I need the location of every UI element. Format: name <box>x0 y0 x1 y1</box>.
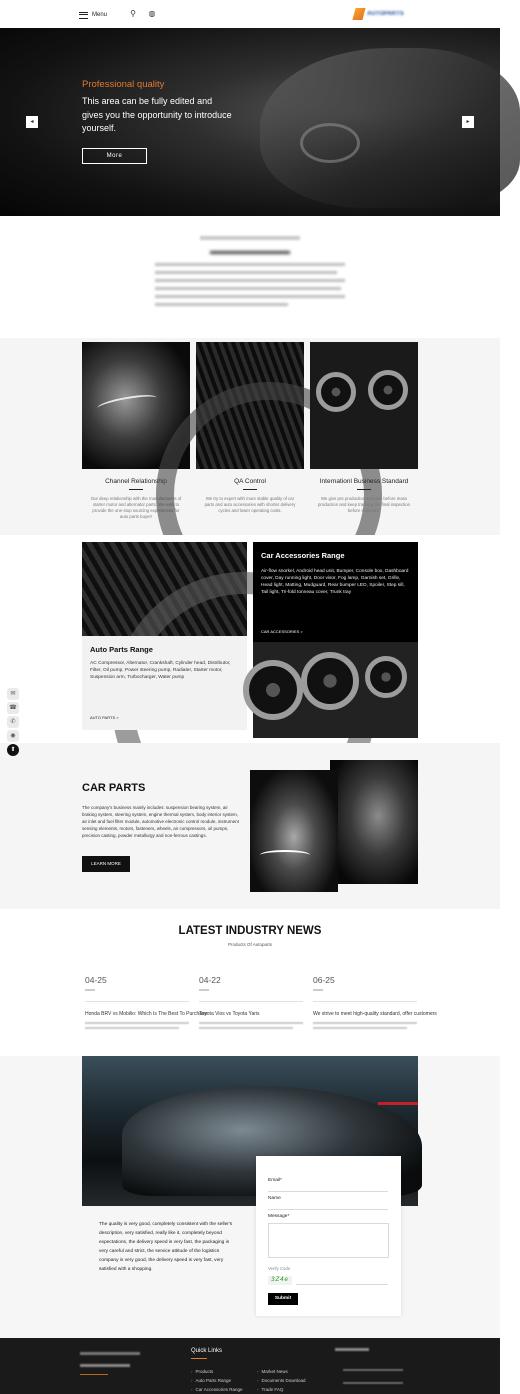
name-label: Name <box>268 1196 281 1201</box>
footer-link[interactable]: › Documents Download <box>257 1378 306 1383</box>
search-icon[interactable]: ⚲ <box>130 9 136 18</box>
news-year-blurred <box>313 989 323 991</box>
skype-icon[interactable]: ✆ <box>7 716 19 728</box>
quick-links-underline <box>191 1358 207 1359</box>
verify-code-field[interactable] <box>296 1284 388 1285</box>
accessories-link[interactable]: CAR ACCESSORIES > <box>261 629 303 634</box>
site-footer <box>0 1338 500 1394</box>
news-desc-blurred <box>313 1022 417 1029</box>
news-divider <box>313 1001 417 1002</box>
hero-banner <box>0 28 500 216</box>
menu-label: Menu <box>92 12 108 18</box>
email-field[interactable] <box>268 1191 388 1192</box>
car-parts-title: CAR PARTS <box>82 782 146 794</box>
news-headline[interactable]: We strive to meet high-quality standard, offer customers <box>313 1011 437 1017</box>
logo-mark-icon <box>352 8 365 20</box>
news-date: 04-25 <box>85 975 107 985</box>
news-item[interactable] <box>85 975 208 1032</box>
footer-link[interactable]: › Trade FAQ <box>257 1387 283 1392</box>
auto-parts-card <box>82 636 247 730</box>
car-parts-image-front <box>250 770 338 892</box>
hero-engine-badge <box>300 123 360 163</box>
message-field[interactable] <box>268 1223 389 1258</box>
submit-button[interactable]: Submit <box>268 1293 298 1305</box>
footer-brand-blurred <box>80 1352 140 1355</box>
feature-divider <box>129 489 143 490</box>
contact-us-title-blurred <box>335 1348 369 1351</box>
news-headline[interactable]: Honda BRV vs Mobilio: Which Is The Best To Purchase <box>85 1011 208 1017</box>
hero-engine-image <box>260 48 520 208</box>
globe-icon[interactable]: ◍ <box>148 9 156 18</box>
auto-parts-link[interactable]: AUTO PARTS > <box>90 715 119 720</box>
car-parts-text: The company's business mainly includes: suspension bearing system, air braking system, steering system, engine thermal system, body interior system, air inlet and fuel filter module, automotive electronic control module, instrument sensing elements, motors, fasteners, wheels, air compressors, oil pumps, precision casting, powder metallurgy and non-ferrous castings. <box>82 805 239 838</box>
menu-button[interactable] <box>79 9 113 21</box>
contact-phone-blurred <box>343 1382 403 1384</box>
news-title: LATEST INDUSTRY NEWS <box>178 925 322 937</box>
feature-title: Channel Relationship <box>105 478 167 485</box>
site-header <box>0 0 500 28</box>
inquiry-form <box>256 1156 401 1316</box>
news-divider <box>85 1001 189 1002</box>
feature-tire-image <box>196 342 304 469</box>
testimonial-text: The quality is very good, completely consistent with the seller's description, very satisfied, really like it, completely beyond expectations, the delivery speed is very fast, the packaging is very careful and strict, the service attitude of the logistics company is very good, the delivery speed is very fast, very satisfied with a shopping. <box>99 1222 233 1272</box>
feature-title: Internationl Business Standard <box>319 478 409 485</box>
news-item[interactable] <box>313 975 437 1032</box>
accessories-card <box>253 542 418 642</box>
footer-brand-underline <box>80 1374 108 1375</box>
captcha-image[interactable]: 3Z4e <box>268 1276 292 1285</box>
brand-logo[interactable] <box>354 7 422 21</box>
whatsapp-icon[interactable]: ◉ <box>7 730 19 742</box>
contact-address-blurred <box>343 1369 403 1371</box>
logo-text: AUTOPARTS <box>367 11 404 17</box>
intro-title-blurred: ▬▬▬▬▬▬▬▬ <box>210 246 290 257</box>
news-item[interactable] <box>199 975 303 1032</box>
news-desc-blurred <box>199 1022 303 1029</box>
hamburger-icon <box>79 12 88 19</box>
intro-text-blurred <box>155 263 345 311</box>
learn-more-button[interactable]: LEARN MORE <box>82 856 130 872</box>
email-label: Email* <box>268 1178 282 1183</box>
news-desc-blurred <box>85 1022 189 1029</box>
footer-tagline-blurred <box>80 1364 130 1367</box>
news-subtitle: Products Of Autoparts <box>227 942 273 947</box>
footer-link[interactable]: › Auto Parts Range <box>191 1378 231 1383</box>
hero-kicker: Professional quality <box>82 79 165 90</box>
email-icon[interactable]: ✉ <box>7 688 19 700</box>
message-label: Message* <box>268 1214 290 1219</box>
phone-icon[interactable]: ☎ <box>7 702 19 714</box>
footer-link[interactable]: › Market News <box>257 1369 288 1374</box>
car-parts-image-back <box>330 760 418 884</box>
news-date: 04-22 <box>199 975 221 985</box>
news-divider <box>199 1001 303 1002</box>
auto-parts-title: Auto Parts Range <box>90 645 153 654</box>
accessories-title: Car Accessories Range <box>261 551 345 560</box>
side-toolbar <box>7 688 19 758</box>
feature-divider <box>357 489 371 490</box>
feature-desc: We give pre production samples before mass production and keep tracking the final inspection before shipment. <box>318 496 410 513</box>
feature-desc: Our deep relationship with the manufacturers of starter motor and alternator parts. We wish to provide the one-stop sourcing experiences for auto parts buyer! <box>90 496 182 519</box>
verify-code-label: Verify Code <box>268 1266 291 1271</box>
news-year-blurred <box>85 989 95 991</box>
auto-parts-text: AC Compressor, Alternator, Crankshaft, Cylinder head, Distributor, Filter, Oil pump, Power steering pump, Radiater, Starter motor, Suspension arm, Turbocharger, Water pump <box>90 661 231 680</box>
footer-link[interactable]: › Car Accessories Range <box>191 1387 243 1392</box>
name-field[interactable] <box>268 1209 388 1210</box>
intro-kicker-blurred <box>200 236 300 240</box>
tire-image <box>82 542 247 636</box>
footer-link[interactable]: › Products <box>191 1369 213 1374</box>
news-date: 06-25 <box>313 975 335 985</box>
news-year-blurred <box>199 989 209 991</box>
hero-prev-arrow-icon[interactable]: ◂ <box>26 116 38 128</box>
hero-next-arrow-icon[interactable]: ▸ <box>462 116 474 128</box>
news-headline[interactable]: Toyota Vios vs Toyota Yaris <box>199 1011 260 1017</box>
feature-vent-image <box>310 342 418 469</box>
hero-more-button[interactable]: More <box>82 148 147 164</box>
feature-card <box>196 342 304 514</box>
accessories-text: Air-flow snorkel, Android head unit, Bumper, Console box, Dashboard cover, Day running light, Door visor, Fog lamp, Garnish set, Grille, Head light, Matting, Mudguard, Rear bumper LED, Spoiler, Step sill, Tail light, Tri-fold tonneau cover, Trunk tray <box>261 569 409 595</box>
vent-image <box>253 642 418 738</box>
hero-title: This area can be fully edited and gives you the opportunity to introduce yourself. <box>82 96 232 133</box>
quick-links-title: Quick Links <box>191 1348 223 1354</box>
back-to-top-icon[interactable]: ⬆ <box>7 744 19 756</box>
tail-light <box>378 1102 418 1105</box>
feature-card <box>310 342 418 514</box>
